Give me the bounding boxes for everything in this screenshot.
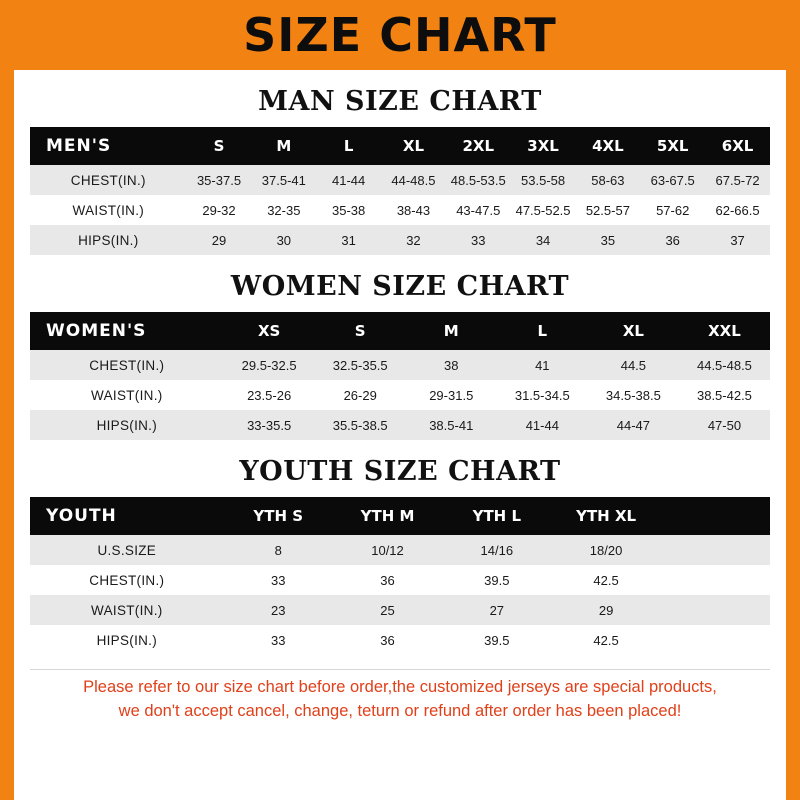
men-hips-6: 34 xyxy=(511,225,576,255)
men-row-label-hips: HIPS(IN.) xyxy=(30,225,187,255)
order-notice xyxy=(30,669,770,724)
youth-row-label-ussize: U.S.SIZE xyxy=(30,535,224,565)
men-section-title: MAN SIZE CHART xyxy=(258,86,542,117)
men-waist-2: 32-35 xyxy=(251,195,316,225)
men-hips-7: 35 xyxy=(575,225,640,255)
page-title: SIZE CHART xyxy=(243,8,557,62)
women-col-1: XS xyxy=(224,312,315,350)
women-chest-4: 41 xyxy=(497,350,588,380)
men-col-8: 5XL xyxy=(640,127,705,165)
chart-content xyxy=(14,86,786,724)
notice-line-1: Please refer to our size chart before order,the customized jerseys are special products, xyxy=(83,678,717,696)
youth-ussize-1: 8 xyxy=(224,535,333,565)
youth-ussize-4: 18/20 xyxy=(551,535,660,565)
women-hips-3: 38.5-41 xyxy=(406,410,497,440)
men-col-4: XL xyxy=(381,127,446,165)
men-waist-9: 62-66.5 xyxy=(705,195,770,225)
women-row-label-waist: WAIST(IN.) xyxy=(30,380,224,410)
women-hips-4: 41-44 xyxy=(497,410,588,440)
women-chest-2: 32.5-35.5 xyxy=(315,350,406,380)
youth-chest-1: 33 xyxy=(224,565,333,595)
youth-row-label-chest: CHEST(IN.) xyxy=(30,565,224,595)
men-col-5: 2XL xyxy=(446,127,511,165)
youth-col-spacer xyxy=(661,497,770,535)
women-chest-6: 44.5-48.5 xyxy=(679,350,770,380)
men-chest-1: 35-37.5 xyxy=(187,165,252,195)
women-hips-5: 44-47 xyxy=(588,410,679,440)
table-row xyxy=(30,410,770,440)
men-waist-7: 52.5-57 xyxy=(575,195,640,225)
men-hips-9: 37 xyxy=(705,225,770,255)
women-col-3: M xyxy=(406,312,497,350)
men-col-9: 6XL xyxy=(705,127,770,165)
men-waist-3: 35-38 xyxy=(316,195,381,225)
youth-corner-label: YOUTH xyxy=(30,497,224,535)
women-table-head xyxy=(30,312,770,350)
men-chest-6: 53.5-58 xyxy=(511,165,576,195)
women-chest-3: 38 xyxy=(406,350,497,380)
table-row xyxy=(30,380,770,410)
women-corner-label: WOMEN'S xyxy=(30,312,224,350)
youth-hips-4: 42.5 xyxy=(551,625,660,655)
youth-size-table xyxy=(30,497,770,655)
youth-chest-3: 39.5 xyxy=(442,565,551,595)
men-hips-4: 32 xyxy=(381,225,446,255)
men-col-2: M xyxy=(251,127,316,165)
women-row-label-chest: CHEST(IN.) xyxy=(30,350,224,380)
men-chest-2: 37.5-41 xyxy=(251,165,316,195)
men-corner-label: MEN'S xyxy=(30,127,187,165)
youth-waist-spacer xyxy=(661,595,770,625)
men-table-head xyxy=(30,127,770,165)
table-header-row xyxy=(30,312,770,350)
men-chest-4: 44-48.5 xyxy=(381,165,446,195)
table-row xyxy=(30,225,770,255)
men-table-body xyxy=(30,165,770,255)
table-row xyxy=(30,350,770,380)
youth-ussize-2: 10/12 xyxy=(333,535,442,565)
youth-section-title: YOUTH SIZE CHART xyxy=(239,456,561,487)
women-section-title: WOMEN SIZE CHART xyxy=(230,271,570,302)
men-row-label-chest: CHEST(IN.) xyxy=(30,165,187,195)
youth-waist-1: 23 xyxy=(224,595,333,625)
youth-ussize-3: 14/16 xyxy=(442,535,551,565)
men-row-label-waist: WAIST(IN.) xyxy=(30,195,187,225)
men-hips-8: 36 xyxy=(640,225,705,255)
men-waist-1: 29-32 xyxy=(187,195,252,225)
women-col-5: XL xyxy=(588,312,679,350)
table-row xyxy=(30,195,770,225)
table-row xyxy=(30,565,770,595)
page-banner xyxy=(0,0,800,70)
women-waist-2: 26-29 xyxy=(315,380,406,410)
table-row xyxy=(30,165,770,195)
men-hips-3: 31 xyxy=(316,225,381,255)
women-col-4: L xyxy=(497,312,588,350)
women-col-6: XXL xyxy=(679,312,770,350)
men-waist-5: 43-47.5 xyxy=(446,195,511,225)
table-header-row xyxy=(30,127,770,165)
women-chest-5: 44.5 xyxy=(588,350,679,380)
men-waist-8: 57-62 xyxy=(640,195,705,225)
women-hips-6: 47-50 xyxy=(679,410,770,440)
men-chest-7: 58-63 xyxy=(575,165,640,195)
youth-waist-2: 25 xyxy=(333,595,442,625)
youth-chest-2: 36 xyxy=(333,565,442,595)
youth-col-2: YTH M xyxy=(333,497,442,535)
women-waist-5: 34.5-38.5 xyxy=(588,380,679,410)
men-chest-9: 67.5-72 xyxy=(705,165,770,195)
table-header-row xyxy=(30,497,770,535)
men-waist-6: 47.5-52.5 xyxy=(511,195,576,225)
youth-waist-3: 27 xyxy=(442,595,551,625)
youth-row-label-hips: HIPS(IN.) xyxy=(30,625,224,655)
youth-table-body xyxy=(30,535,770,655)
women-size-table xyxy=(30,312,770,440)
women-hips-1: 33-35.5 xyxy=(224,410,315,440)
youth-chest-spacer xyxy=(661,565,770,595)
women-table-body xyxy=(30,350,770,440)
table-row xyxy=(30,595,770,625)
men-chest-3: 41-44 xyxy=(316,165,381,195)
women-waist-6: 38.5-42.5 xyxy=(679,380,770,410)
women-hips-2: 35.5-38.5 xyxy=(315,410,406,440)
youth-chest-4: 42.5 xyxy=(551,565,660,595)
youth-col-4: YTH XL xyxy=(551,497,660,535)
youth-hips-3: 39.5 xyxy=(442,625,551,655)
men-waist-4: 38-43 xyxy=(381,195,446,225)
youth-table-head xyxy=(30,497,770,535)
notice-line-2: we don't accept cancel, change, teturn or refund after order has been placed! xyxy=(118,701,682,720)
men-col-6: 3XL xyxy=(511,127,576,165)
youth-col-3: YTH L xyxy=(442,497,551,535)
table-row xyxy=(30,535,770,565)
men-hips-5: 33 xyxy=(446,225,511,255)
women-col-2: S xyxy=(315,312,406,350)
men-col-7: 4XL xyxy=(575,127,640,165)
men-size-table xyxy=(30,127,770,255)
women-chest-1: 29.5-32.5 xyxy=(224,350,315,380)
men-chest-8: 63-67.5 xyxy=(640,165,705,195)
youth-hips-spacer xyxy=(661,625,770,655)
men-chest-5: 48.5-53.5 xyxy=(446,165,511,195)
men-hips-2: 30 xyxy=(251,225,316,255)
men-col-1: S xyxy=(187,127,252,165)
youth-hips-2: 36 xyxy=(333,625,442,655)
men-hips-1: 29 xyxy=(187,225,252,255)
youth-col-1: YTH S xyxy=(224,497,333,535)
women-row-label-hips: HIPS(IN.) xyxy=(30,410,224,440)
women-waist-1: 23.5-26 xyxy=(224,380,315,410)
table-row xyxy=(30,625,770,655)
men-col-3: L xyxy=(316,127,381,165)
youth-hips-1: 33 xyxy=(224,625,333,655)
youth-row-label-waist: WAIST(IN.) xyxy=(30,595,224,625)
women-waist-3: 29-31.5 xyxy=(406,380,497,410)
youth-ussize-spacer xyxy=(661,535,770,565)
women-waist-4: 31.5-34.5 xyxy=(497,380,588,410)
youth-waist-4: 29 xyxy=(551,595,660,625)
